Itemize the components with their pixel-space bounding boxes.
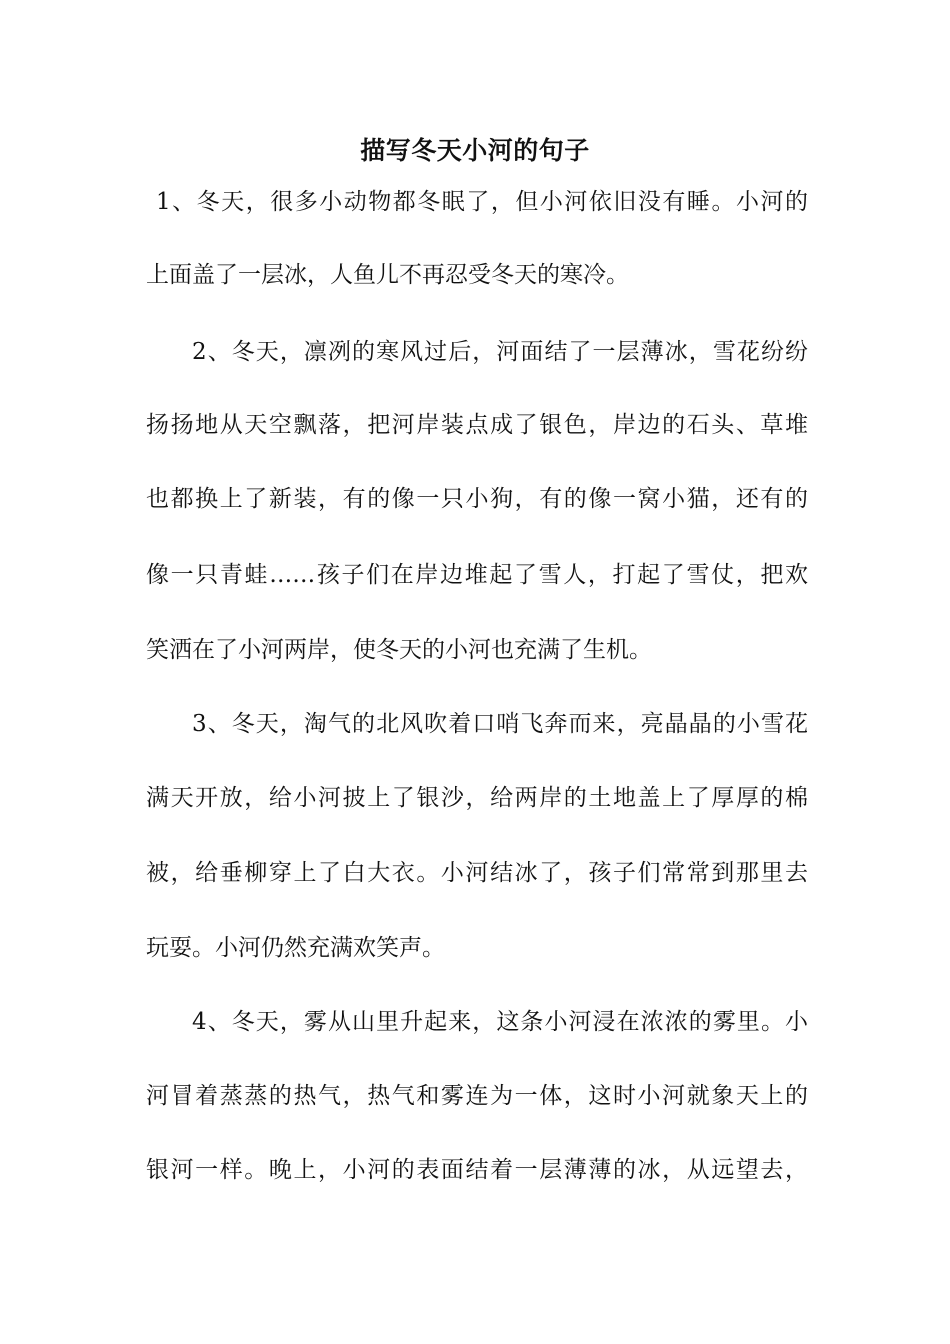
paragraph-4-line-3: 银河一样。晚上，小河的表面结着一层薄薄的冰，从远望去， [146, 1157, 808, 1183]
paragraph-1-line-2: 上面盖了一层冰，人鱼儿不再忍受冬天的寒冷。 [146, 262, 629, 288]
paragraph-2-line-1: 2、冬天，凛冽的寒风过后，河面结了一层薄冰，雪花纷纷 [192, 339, 808, 365]
paragraph-4-line-1: 4、冬天，雾从山里升起来，这条小河浸在浓浓的雾里。小 [192, 1009, 808, 1035]
document-title: 描写冬天小河的句子 [360, 136, 590, 165]
paragraph-3-line-2: 满天开放，给小河披上了银沙，给两岸的土地盖上了厚厚的棉 [146, 785, 808, 811]
paragraph-3-line-1: 3、冬天，淘气的北风吹着口哨飞奔而来，亮晶晶的小雪花 [192, 711, 808, 737]
paragraph-3-line-3: 被，给垂柳穿上了白大衣。小河结冰了，孩子们常常到那里去 [146, 860, 808, 886]
paragraph-2-line-4: 像一只青蛙……孩子们在岸边堆起了雪人，打起了雪仗，把欢 [146, 562, 808, 588]
paragraph-4-line-2: 河冒着蒸蒸的热气，热气和雾连为一体，这时小河就象天上的 [146, 1083, 808, 1109]
paragraph-3-line-4: 玩耍。小河仍然充满欢笑声。 [146, 935, 445, 961]
paragraph-2-line-2: 扬扬地从天空飘落，把河岸装点成了银色，岸边的石头、草堆 [146, 412, 808, 438]
paragraph-2-line-3: 也都换上了新装，有的像一只小狗，有的像一窝小猫，还有的 [146, 486, 808, 512]
paragraph-1-line-1: 1、冬天，很多小动物都冬眠了，但小河依旧没有睡。小河的 [156, 189, 808, 215]
paragraph-2-line-5: 笑洒在了小河两岸，使冬天的小河也充满了生机。 [146, 637, 652, 663]
